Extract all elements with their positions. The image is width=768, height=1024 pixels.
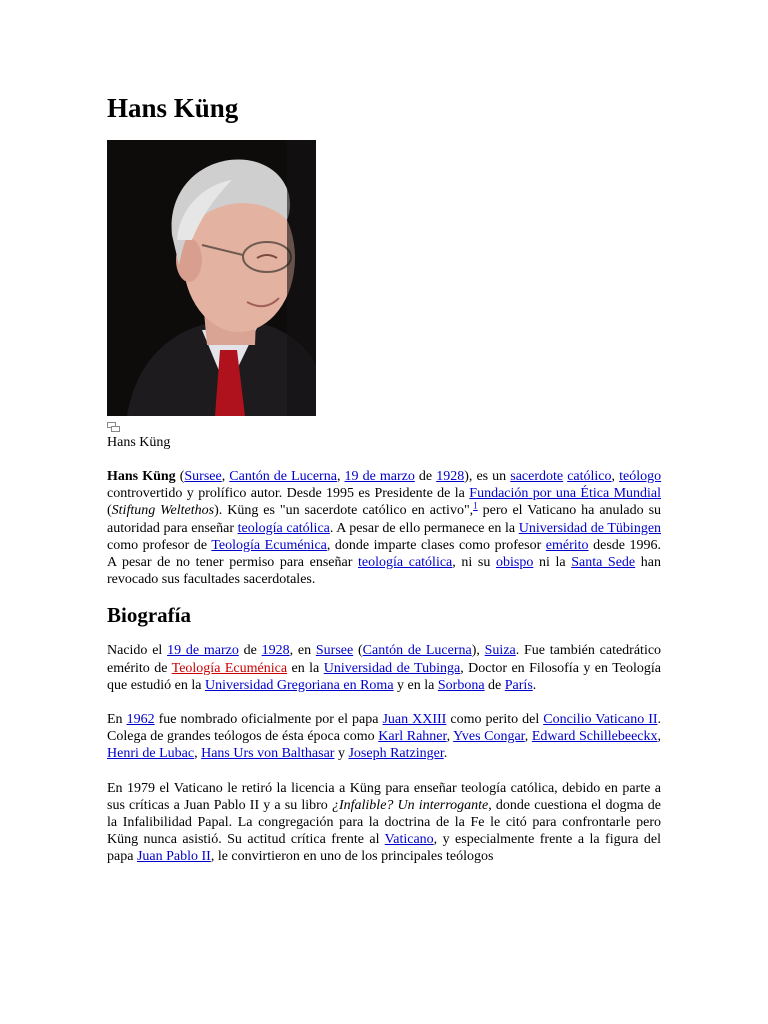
- link-joseph-ratzinger[interactable]: Joseph Ratzinger: [348, 746, 444, 762]
- link-paris[interactable]: París: [504, 677, 533, 693]
- link-concilio-vaticano-ii[interactable]: Concilio Vaticano II: [543, 712, 658, 728]
- link-vaticano[interactable]: Vaticano: [384, 832, 434, 848]
- link-sacerdote[interactable]: sacerdote: [510, 469, 564, 484]
- link-19-marzo-2[interactable]: 19 de marzo: [167, 643, 239, 659]
- portrait-photo[interactable]: [107, 140, 316, 416]
- section-heading-biografia: Biografía: [107, 603, 191, 628]
- link-santa-sede[interactable]: Santa Sede: [571, 555, 636, 571]
- link-universidad-gregoriana[interactable]: Universidad Gregoriana en Roma: [204, 677, 394, 693]
- link-sursee[interactable]: Sursee: [184, 469, 222, 484]
- link-1962[interactable]: 1962: [126, 712, 155, 728]
- link-universidad-tubingen[interactable]: Universidad de Tübingen: [518, 520, 662, 536]
- link-teologia-catolica-2[interactable]: teología católica: [358, 555, 453, 571]
- link-canton-lucerna[interactable]: Cantón de Lucerna: [229, 469, 337, 484]
- link-juan-xxiii[interactable]: Juan XXIII: [382, 712, 447, 728]
- image-caption: Hans Küng: [107, 435, 171, 450]
- page-title: Hans Küng: [107, 93, 239, 123]
- link-canton-lucerna-2[interactable]: Cantón de Lucerna: [362, 643, 472, 659]
- book-title: ¿Infalible? Un interrogante: [331, 797, 489, 813]
- link-juan-pablo-ii[interactable]: Juan Pablo II: [136, 849, 211, 865]
- link-henri-de-lubac[interactable]: Henri de Lubac: [107, 746, 195, 762]
- link-teologia-ecumenica-2[interactable]: Teología Ecuménica: [171, 660, 288, 676]
- footnote-1[interactable]: 1: [473, 500, 478, 511]
- link-hans-urs-von-balthasar[interactable]: Hans Urs von Balthasar: [201, 746, 335, 762]
- link-obispo[interactable]: obispo: [495, 555, 534, 571]
- link-1928[interactable]: 1928: [436, 469, 465, 484]
- link-fundacion-etica-mundial[interactable]: Fundación por una Ética Mundial: [469, 486, 662, 502]
- link-teologia-catolica[interactable]: teología católica: [237, 520, 330, 536]
- link-universidad-tubinga[interactable]: Universidad de Tubinga: [323, 660, 461, 676]
- biography-paragraph-1: Nacido el 19 de marzo de 1928, en Sursee (Cantón de Lucerna), Suiza. Fue también catedrático emérito de Teología Ecuménica en la Universidad de Tubinga, Doctor en Filosofía y en Teología que estudió en la Universidad Gregoriana en Roma y en la Sorbona de París.: [107, 643, 662, 693]
- link-catolico[interactable]: católico: [567, 469, 612, 484]
- article: [107, 92, 661, 866]
- link-19-marzo[interactable]: 19 de marzo: [344, 469, 415, 484]
- link-suiza[interactable]: Suiza: [484, 643, 516, 659]
- link-teologia-ecumenica[interactable]: Teología Ecuménica: [211, 537, 327, 553]
- link-emerito[interactable]: emérito: [545, 537, 589, 553]
- link-karl-rahner[interactable]: Karl Rahner: [378, 729, 447, 745]
- biography-paragraph-2: En 1962 fue nombrado oficialmente por el papa Juan XXIII como perito del Concilio Vaticano II. Colega de grandes teólogos de ésta época como Karl Rahner, Yves Congar, Edward Schillebeeckx, Henri de Lubac, Hans Urs von Balthasar y Joseph Ratzinger.: [107, 712, 662, 762]
- subject-name: Hans Küng: [107, 469, 176, 484]
- link-sorbona[interactable]: Sorbona: [437, 677, 485, 693]
- biography-paragraph-3: En 1979 el Vaticano le retiró la licencia a Küng para enseñar teología católica, debido en parte a sus críticas a Juan Pablo II y a su libro ¿Infalible? Un interrogante, donde cuestiona el dogma de la Infalibilidad Papal. La congregación para la doctrina de la Fe le citó para confrontarle pero Küng nunca asistió. Su actitud crítica frente al Vaticano, y especialmente frente a la figura del papa Juan Pablo II, le convirtieron en uno de los principales teólogos: [107, 780, 662, 865]
- link-teologo[interactable]: teólogo: [619, 469, 662, 484]
- link-1928-2[interactable]: 1928: [261, 643, 290, 659]
- magnify-icon[interactable]: [107, 422, 120, 432]
- portrait-illustration: [107, 140, 316, 416]
- link-sursee-2[interactable]: Sursee: [315, 643, 354, 659]
- link-yves-congar[interactable]: Yves Congar: [453, 729, 525, 745]
- link-edward-schillebeeckx[interactable]: Edward Schillebeeckx: [531, 729, 658, 745]
- lead-paragraph: Hans Küng (Sursee, Cantón de Lucerna, 19 de marzo de 1928), es un sacerdote católico, teólogo controvertido y prolífico autor. Desde 1995 es Presidente de la Fundación por una Ética Mundial (Stiftung Weltethos). Küng es "un sacerdote católico en activo",$^1$ pero el Vaticano ha anulado su autoridad para enseñar teología católica. A pesar de ello permanece en la Universidad de Tübingen como profesor de Teología Ecuménica, donde imparte clases como profesor emérito desde 1996. A pesar de no tener permiso para enseñar teología católica, ni su obispo ni la Santa Sede han revocado sus facultades sacerdotales.: [107, 469, 662, 588]
